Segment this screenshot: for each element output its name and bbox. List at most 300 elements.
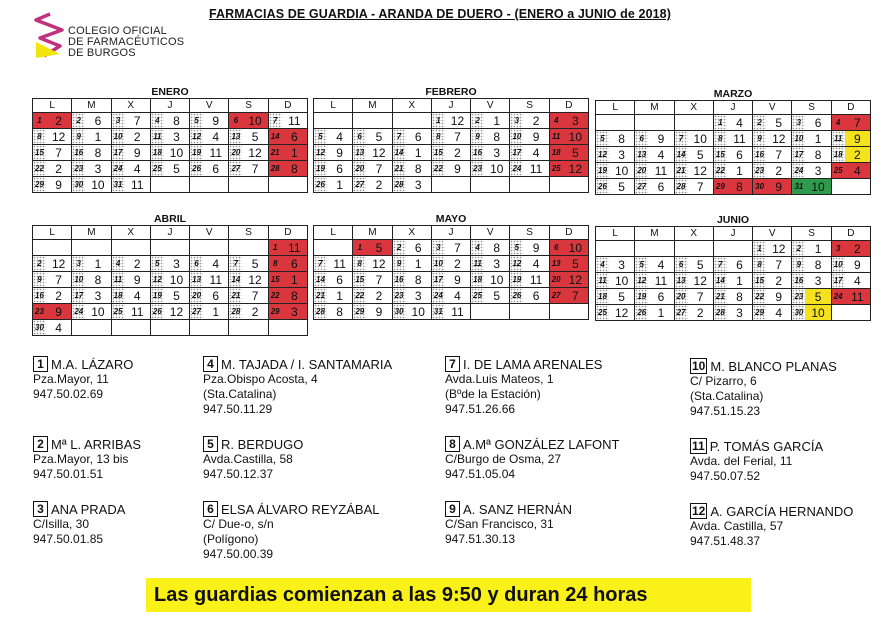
weekday-header: S (510, 99, 549, 113)
day-number: 2 (792, 241, 805, 256)
day-number: 11 (471, 256, 484, 271)
pharmacy-number: 3 (805, 273, 830, 288)
day-number: 14 (393, 145, 406, 160)
pharmacy-name: A. GARCÍA HERNANDO (710, 503, 854, 519)
day-number: 23 (471, 161, 484, 176)
pharmacy-number-badge: 10 (692, 359, 706, 373)
day-cell (675, 147, 713, 162)
pharmacy-number: 2 (845, 241, 870, 256)
day-number: 28 (393, 177, 406, 192)
pharmacy-address-line: (Sta.Catalina) (203, 387, 277, 401)
day-number: 11 (550, 129, 563, 144)
day-number: 29 (714, 179, 727, 194)
pharmacy-number (203, 240, 228, 255)
pharmacy-number: 3 (406, 288, 431, 303)
day-cell (596, 163, 634, 178)
logo-line-2: DE FARMACÉUTICOS (68, 36, 185, 48)
week-row (33, 256, 308, 272)
week-row (596, 289, 871, 305)
pharmacy-phone: 947.50.12.37 (203, 467, 274, 481)
day-number (714, 241, 727, 256)
day-number: 3 (510, 113, 523, 128)
day-number (269, 320, 282, 335)
weekday-header: D (831, 227, 870, 241)
day-cell (269, 145, 307, 160)
day-number: 30 (393, 304, 406, 319)
day-number: 17 (112, 145, 125, 160)
calendar-abril (32, 213, 308, 336)
pharmacy-number-badge: 4 (203, 356, 218, 372)
day-cell (393, 304, 431, 319)
pharmacy-number: 9 (327, 145, 352, 160)
pharmacy-number: 6 (282, 256, 307, 271)
day-cell (190, 240, 228, 255)
pharmacy-entry (690, 358, 837, 419)
pharmacy-number: 8 (609, 131, 634, 146)
week-row (314, 177, 589, 193)
day-cell (33, 177, 71, 192)
day-cell (72, 240, 110, 255)
day-number: 8 (33, 129, 46, 144)
day-number: 10 (510, 129, 523, 144)
day-cell (314, 240, 352, 255)
day-cell (190, 145, 228, 160)
day-cell (393, 145, 431, 160)
day-cell (353, 177, 391, 192)
day-number (675, 115, 688, 130)
day-cell (33, 145, 71, 160)
day-cell (393, 272, 431, 287)
day-number: 6 (190, 256, 203, 271)
pharmacy-number-badge: 8 (445, 436, 460, 452)
day-number: 25 (550, 161, 563, 176)
pharmacy-number: 5 (688, 257, 713, 272)
weekday-header: L (33, 226, 72, 240)
pharmacy-number: 8 (327, 304, 352, 319)
day-cell (471, 304, 509, 319)
month-grid (595, 100, 871, 195)
day-cell (353, 256, 391, 271)
pharmacy-number: 5 (242, 129, 267, 144)
pharmacy-number: 7 (366, 161, 391, 176)
day-cell (753, 147, 791, 162)
pharmacy-number: 6 (648, 179, 673, 194)
day-number: 27 (635, 179, 648, 194)
day-number: 30 (792, 305, 805, 320)
day-number: 14 (675, 147, 688, 162)
pharmacy-number: 4 (523, 145, 548, 160)
pharmacy-number: 9 (523, 240, 548, 255)
pharmacy-number (648, 241, 673, 256)
day-cell (792, 305, 830, 320)
day-number: 27 (190, 304, 203, 319)
day-number: 12 (635, 273, 648, 288)
pharmacy-entry (445, 356, 602, 417)
day-number: 20 (550, 272, 563, 287)
day-number: 5 (190, 113, 203, 128)
pharmacy-number: 12 (46, 129, 71, 144)
pharmacy-number: 1 (484, 113, 509, 128)
day-number: 31 (792, 179, 805, 194)
day-cell (33, 161, 71, 176)
pharmacy-number: 5 (688, 147, 713, 162)
weekday-header: S (792, 101, 831, 115)
pharmacy-address-line: Pza.Mayor, 13 bis (33, 452, 129, 466)
weekday-header: S (229, 226, 268, 240)
day-cell (510, 272, 548, 287)
day-number: 5 (510, 240, 523, 255)
day-cell (675, 289, 713, 304)
weekday-header: X (111, 226, 150, 240)
day-cell (596, 241, 634, 256)
day-cell (112, 256, 150, 271)
day-number: 1 (269, 240, 282, 255)
day-number: 27 (229, 161, 242, 176)
day-number: 8 (353, 256, 366, 271)
pharmacy-number (445, 177, 470, 192)
week-row (596, 305, 871, 321)
day-number: 21 (269, 145, 282, 160)
week-row (596, 273, 871, 289)
day-cell (635, 273, 673, 288)
day-cell (393, 129, 431, 144)
pharmacy-number (282, 177, 307, 192)
day-number: 11 (596, 273, 609, 288)
pharmacy-number: 9 (766, 289, 791, 304)
day-number (72, 240, 85, 255)
day-number: 14 (314, 272, 327, 287)
day-number (112, 240, 125, 255)
weekday-header: L (314, 99, 353, 113)
day-cell (753, 305, 791, 320)
day-number (635, 241, 648, 256)
day-cell (151, 256, 189, 271)
day-number: 12 (190, 129, 203, 144)
pharmacy-number: 12 (445, 113, 470, 128)
day-cell (229, 320, 267, 335)
day-cell (792, 273, 830, 288)
pharmacy-number: 9 (203, 113, 228, 128)
day-cell (596, 179, 634, 194)
day-cell (229, 288, 267, 303)
weekday-header: M (353, 226, 392, 240)
day-number (832, 305, 845, 320)
pharmacy-number-badge: 11 (692, 439, 705, 453)
week-row (33, 304, 308, 320)
day-cell (33, 320, 71, 335)
pharmacy-address-line: C/San Francisco, 31 (445, 517, 554, 531)
day-number: 28 (229, 304, 242, 319)
weekday-header: J (150, 99, 189, 113)
day-number: 20 (675, 289, 688, 304)
pharmacy-number: 10 (85, 177, 110, 192)
day-number: 11 (151, 129, 164, 144)
day-number: 17 (832, 273, 845, 288)
pharmacy-number: 1 (648, 305, 673, 320)
pharmacy-number: 6 (327, 161, 352, 176)
week-row (596, 163, 871, 179)
day-number: 26 (596, 179, 609, 194)
pharmacy-phone: 947.51.15.23 (690, 404, 761, 418)
schedule-banner: Las guardias comienzan a las 9:50 y duran 24 horas (146, 578, 751, 612)
day-number (33, 240, 46, 255)
day-number: 14 (269, 129, 282, 144)
day-cell (714, 147, 752, 162)
pharmacy-number: 2 (523, 113, 548, 128)
day-number: 5 (596, 131, 609, 146)
day-cell (432, 256, 470, 271)
weekday-header: V (471, 99, 510, 113)
pharmacy-number-badge: 2 (33, 436, 48, 452)
week-row (596, 131, 871, 147)
day-cell (72, 272, 110, 287)
pharmacy-number: 2 (766, 163, 791, 178)
pharmacy-number: 2 (688, 305, 713, 320)
day-number: 26 (635, 305, 648, 320)
day-number: 4 (471, 240, 484, 255)
pharmacy-number (523, 304, 548, 319)
day-number (635, 115, 648, 130)
pharmacy-number: 10 (164, 145, 189, 160)
day-number: 20 (229, 145, 242, 160)
day-cell (151, 113, 189, 128)
pharmacy-number (845, 305, 870, 320)
day-cell (72, 113, 110, 128)
day-number: 4 (550, 113, 563, 128)
pharmacy-number: 11 (282, 240, 307, 255)
calendar-marzo (595, 88, 871, 195)
pharmacy-number: 8 (805, 147, 830, 162)
pharmacy-entry (445, 501, 572, 547)
day-number: 1 (432, 113, 445, 128)
day-cell (596, 147, 634, 162)
weekday-header: J (431, 226, 470, 240)
pharmacy-number: 7 (46, 272, 71, 287)
day-cell (151, 240, 189, 255)
day-cell (353, 129, 391, 144)
day-number: 2 (72, 113, 85, 128)
pharmacy-phone: 947.50.01.85 (33, 532, 104, 546)
day-number: 11 (832, 131, 845, 146)
pharmacy-name: M. TAJADA / I. SANTAMARIA (221, 356, 393, 372)
pharmacy-number: 12 (563, 272, 588, 287)
week-row (33, 129, 308, 145)
day-cell (72, 304, 110, 319)
pharmacy-number: 9 (46, 177, 71, 192)
day-cell (550, 177, 588, 192)
day-cell (269, 161, 307, 176)
day-number: 8 (269, 256, 282, 271)
day-number: 22 (33, 161, 46, 176)
day-cell (635, 147, 673, 162)
pharmacy-number (164, 240, 189, 255)
day-number: 1 (753, 241, 766, 256)
day-cell (190, 304, 228, 319)
weekday-header: X (392, 99, 431, 113)
pharmacy-number: 11 (727, 131, 752, 146)
day-number: 20 (635, 163, 648, 178)
pharmacy-number: 4 (327, 129, 352, 144)
day-number: 23 (792, 289, 805, 304)
week-row (314, 272, 589, 288)
day-number: 23 (753, 163, 766, 178)
pharmacy-number (242, 240, 267, 255)
calendar-junio (595, 214, 871, 321)
day-number: 26 (151, 304, 164, 319)
day-cell (753, 273, 791, 288)
day-cell (510, 113, 548, 128)
day-number: 31 (432, 304, 445, 319)
day-cell (151, 145, 189, 160)
pharmacy-number (648, 115, 673, 130)
day-number (550, 177, 563, 192)
day-number: 10 (792, 131, 805, 146)
day-cell (269, 288, 307, 303)
day-cell (714, 241, 752, 256)
pharmacy-title (33, 436, 141, 452)
pharmacy-number: 3 (727, 305, 752, 320)
pharmacy-number: 3 (805, 163, 830, 178)
day-number: 19 (314, 161, 327, 176)
pharmacy-title (33, 501, 125, 517)
day-number: 29 (269, 304, 282, 319)
day-cell (353, 304, 391, 319)
pharmacy-address-line: Avda.Castilla, 58 (203, 452, 293, 466)
pharmacy-number: 6 (203, 161, 228, 176)
day-number: 10 (112, 129, 125, 144)
day-number: 16 (792, 273, 805, 288)
pharmacy-number: 9 (46, 304, 71, 319)
day-number: 17 (72, 288, 85, 303)
day-cell (393, 161, 431, 176)
pharmacy-name: R. BERDUGO (221, 436, 304, 452)
pharmacy-number: 6 (805, 115, 830, 130)
day-number: 5 (151, 256, 164, 271)
day-number: 4 (151, 113, 164, 128)
day-number: 27 (675, 305, 688, 320)
day-cell (432, 288, 470, 303)
pharmacy-title (203, 356, 392, 372)
pharmacy-number: 6 (203, 288, 228, 303)
day-number: 17 (432, 272, 445, 287)
pharmacy-number: 8 (805, 257, 830, 272)
pharmacy-number: 5 (609, 179, 634, 194)
pharmacy-number: 7 (125, 113, 150, 128)
pharmacy-number: 1 (727, 163, 752, 178)
day-cell (675, 241, 713, 256)
pharmacy-number: 2 (242, 304, 267, 319)
day-number: 10 (432, 256, 445, 271)
pharmacy-number: 7 (845, 115, 870, 130)
pharmacy-title (445, 356, 602, 372)
pharmacy-number: 11 (203, 272, 228, 287)
pharmacy-number: 3 (85, 161, 110, 176)
day-cell (151, 272, 189, 287)
pharmacy-number-badge: 7 (445, 356, 460, 372)
day-number: 16 (471, 145, 484, 160)
day-number: 19 (635, 289, 648, 304)
pharmacy-number (688, 115, 713, 130)
day-cell (510, 161, 548, 176)
weekday-header: S (510, 226, 549, 240)
pharmacy-number (203, 177, 228, 192)
day-cell (510, 288, 548, 303)
day-number (596, 115, 609, 130)
pharmacy-number: 1 (85, 129, 110, 144)
day-cell (753, 179, 791, 194)
day-number (151, 240, 164, 255)
pharmacy-phone: 947.50.11.29 (203, 402, 273, 416)
day-cell (314, 145, 352, 160)
pharmacy-number: 9 (845, 131, 870, 146)
day-cell (792, 241, 830, 256)
pharmacy-number: 8 (406, 161, 431, 176)
day-number: 4 (112, 256, 125, 271)
pharmacy-number: 11 (648, 163, 673, 178)
month-name: ENERO (151, 86, 189, 98)
pharmacy-number: 2 (766, 273, 791, 288)
pharmacy-entry (690, 438, 823, 484)
week-row (596, 179, 871, 195)
pharmacy-number: 6 (406, 240, 431, 255)
logo-text (68, 26, 184, 59)
week-row (33, 145, 308, 161)
day-number (190, 240, 203, 255)
day-number: 9 (72, 129, 85, 144)
week-row (33, 240, 308, 256)
day-cell (229, 129, 267, 144)
day-number: 19 (596, 163, 609, 178)
day-cell (635, 163, 673, 178)
pharmacy-number: 4 (727, 115, 752, 130)
day-cell (112, 304, 150, 319)
pharmacy-title (203, 436, 303, 452)
day-cell (714, 305, 752, 320)
day-cell (714, 163, 752, 178)
day-cell (510, 177, 548, 192)
pharmacy-name: Mª L. ARRIBAS (51, 436, 142, 452)
day-cell (72, 177, 110, 192)
pharmacy-number-badge: 12 (692, 504, 706, 518)
day-cell (832, 273, 870, 288)
week-row (33, 320, 308, 336)
pharmacy-number: 1 (85, 256, 110, 271)
day-cell (393, 240, 431, 255)
day-number: 1 (714, 115, 727, 130)
pharmacy-number: 5 (366, 240, 391, 255)
day-number: 10 (72, 272, 85, 287)
pharmacy-number: 6 (727, 257, 752, 272)
day-number: 12 (151, 272, 164, 287)
day-cell (832, 163, 870, 178)
weekday-header: M (72, 99, 111, 113)
pharmacy-number (85, 320, 110, 335)
day-cell (33, 113, 71, 128)
pharmacy-number: 5 (766, 115, 791, 130)
day-number: 15 (269, 272, 282, 287)
week-row (596, 147, 871, 163)
day-cell (510, 256, 548, 271)
month-name: MAYO (435, 213, 467, 225)
day-cell (635, 305, 673, 320)
day-number: 26 (190, 161, 203, 176)
week-row (314, 288, 589, 304)
day-cell (151, 320, 189, 335)
day-number: 18 (151, 145, 164, 160)
day-number: 9 (792, 257, 805, 272)
pharmacy-number (46, 240, 71, 255)
pharmacy-name: ANA PRADA (51, 501, 126, 517)
